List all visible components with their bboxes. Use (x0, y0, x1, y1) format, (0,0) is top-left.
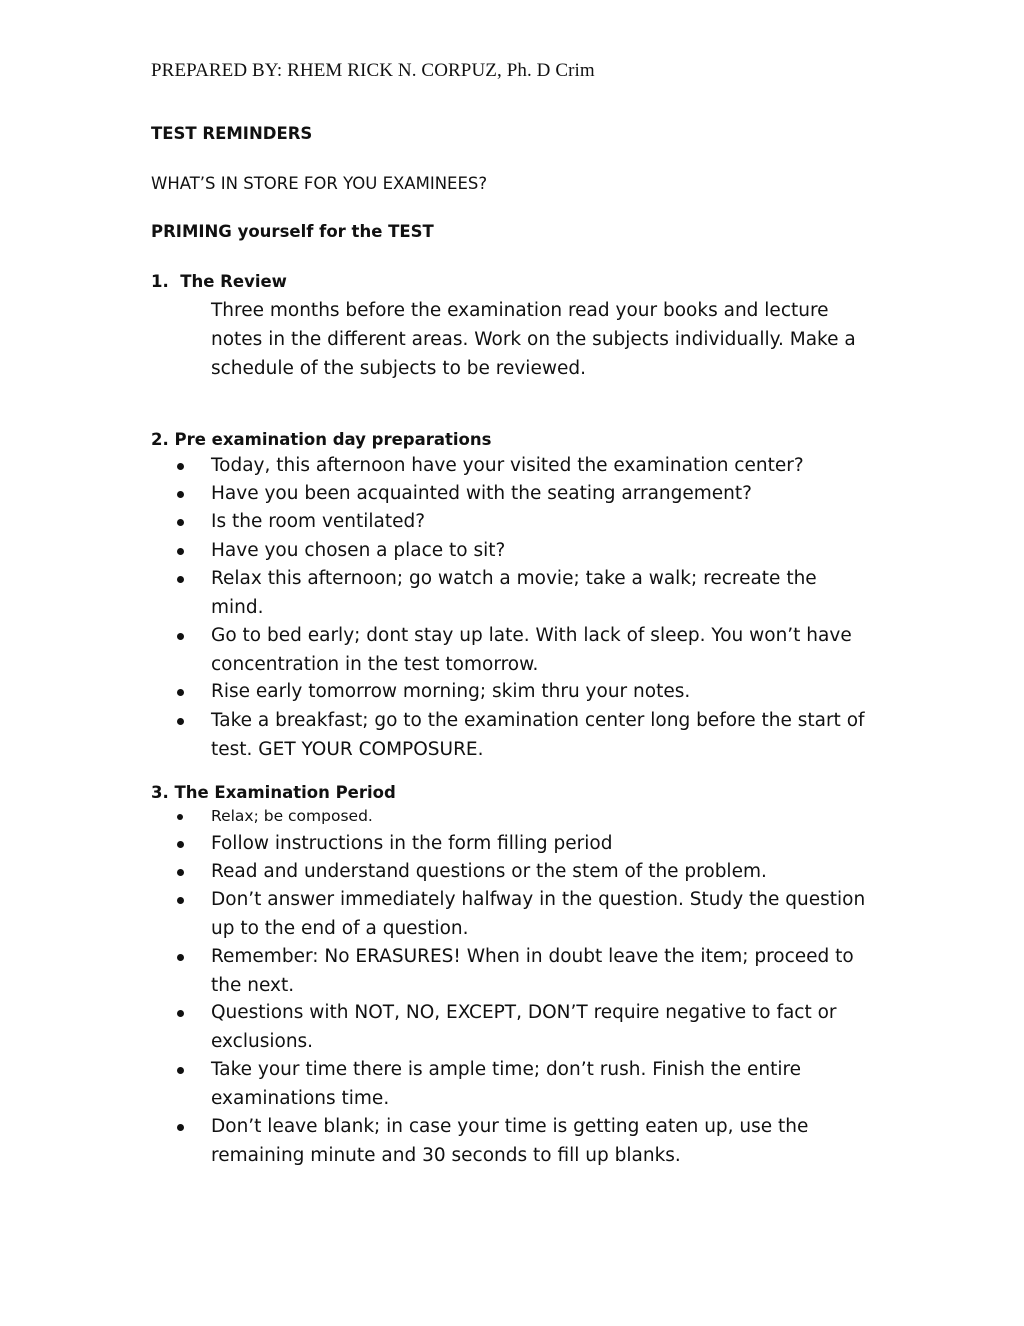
bullet-icon (177, 869, 184, 876)
bullet-icon (177, 576, 184, 583)
list-item-text: Is the room ventilated? (211, 511, 426, 532)
list-item-text: Relax; be composed. (211, 807, 373, 825)
list-item-text: Take a breakfast; go to the examination center long before the start of test. GET YOUR COMPOSURE. (211, 710, 865, 760)
priming-heading: PRIMING yourself for the TEST (151, 222, 434, 241)
bullet-icon (177, 633, 184, 640)
bullet-icon (177, 1067, 184, 1074)
bullet-icon (177, 954, 184, 961)
list-item-text: Have you been acquainted with the seating arrangement? (211, 483, 752, 504)
list-item-text: Don’t answer immediately halfway in the question. Study the question up to the end of a question. (211, 889, 866, 939)
list-item-text: Don’t leave blank; in case your time is getting eaten up, use the remaining minute and 30 seconds to fill up blanks. (211, 1116, 809, 1166)
bullet-icon (177, 1124, 184, 1131)
list-item-text: Rise early tomorrow morning; skim thru your notes. (211, 681, 691, 702)
list-item-text: Relax this afternoon; go watch a movie; take a walk; recreate the mind. (211, 568, 817, 618)
list-item-text: Follow instructions in the form filling period (211, 833, 613, 854)
list-item-text: Read and understand questions or the stem of the problem. (211, 861, 767, 882)
bullet-icon (177, 463, 184, 470)
bullet-icon (177, 814, 183, 820)
list-item-text: Questions with NOT, NO, EXCEPT, DON’T require negative to fact or exclusions. (211, 1002, 837, 1052)
list-item-text: Take your time there is ample time; don’t rush. Finish the entire examinations time. (211, 1059, 802, 1109)
list-item-text: Remember: No ERASURES! When in doubt leave the item; proceed to the next. (211, 946, 854, 996)
list-item-text: Today, this afternoon have your visited the examination center? (211, 455, 804, 476)
prepared-by-header: PREPARED BY: RHEM RICK N. CORPUZ, Ph. D Crim (151, 60, 595, 81)
list-item-text: Go to bed early; dont stay up late. With lack of sleep. You won’t have concentration in the test tomorrow. (211, 625, 852, 675)
bullet-icon (177, 548, 184, 555)
bullet-icon (177, 519, 184, 526)
list-item-text: Have you chosen a place to sit? (211, 540, 506, 561)
section-1-heading: 1. The Review (151, 272, 287, 291)
bullet-icon (177, 718, 184, 725)
section-3-heading: 3. The Examination Period (151, 783, 396, 802)
section-2-heading: 2. Pre examination day preparations (151, 430, 492, 449)
section-1-paragraph: Three months before the examination read your books and lecture notes in the different areas. Work on the subjects individually. Make a schedule of the subjects to be reviewed. (211, 300, 856, 379)
document-subtitle: WHAT’S IN STORE FOR YOU EXAMINEES? (151, 174, 488, 193)
document-title: TEST REMINDERS (151, 124, 313, 143)
bullet-icon (177, 1010, 184, 1017)
bullet-icon (177, 491, 184, 498)
bullet-icon (177, 689, 184, 696)
bullet-icon (177, 841, 184, 848)
bullet-icon (177, 897, 184, 904)
